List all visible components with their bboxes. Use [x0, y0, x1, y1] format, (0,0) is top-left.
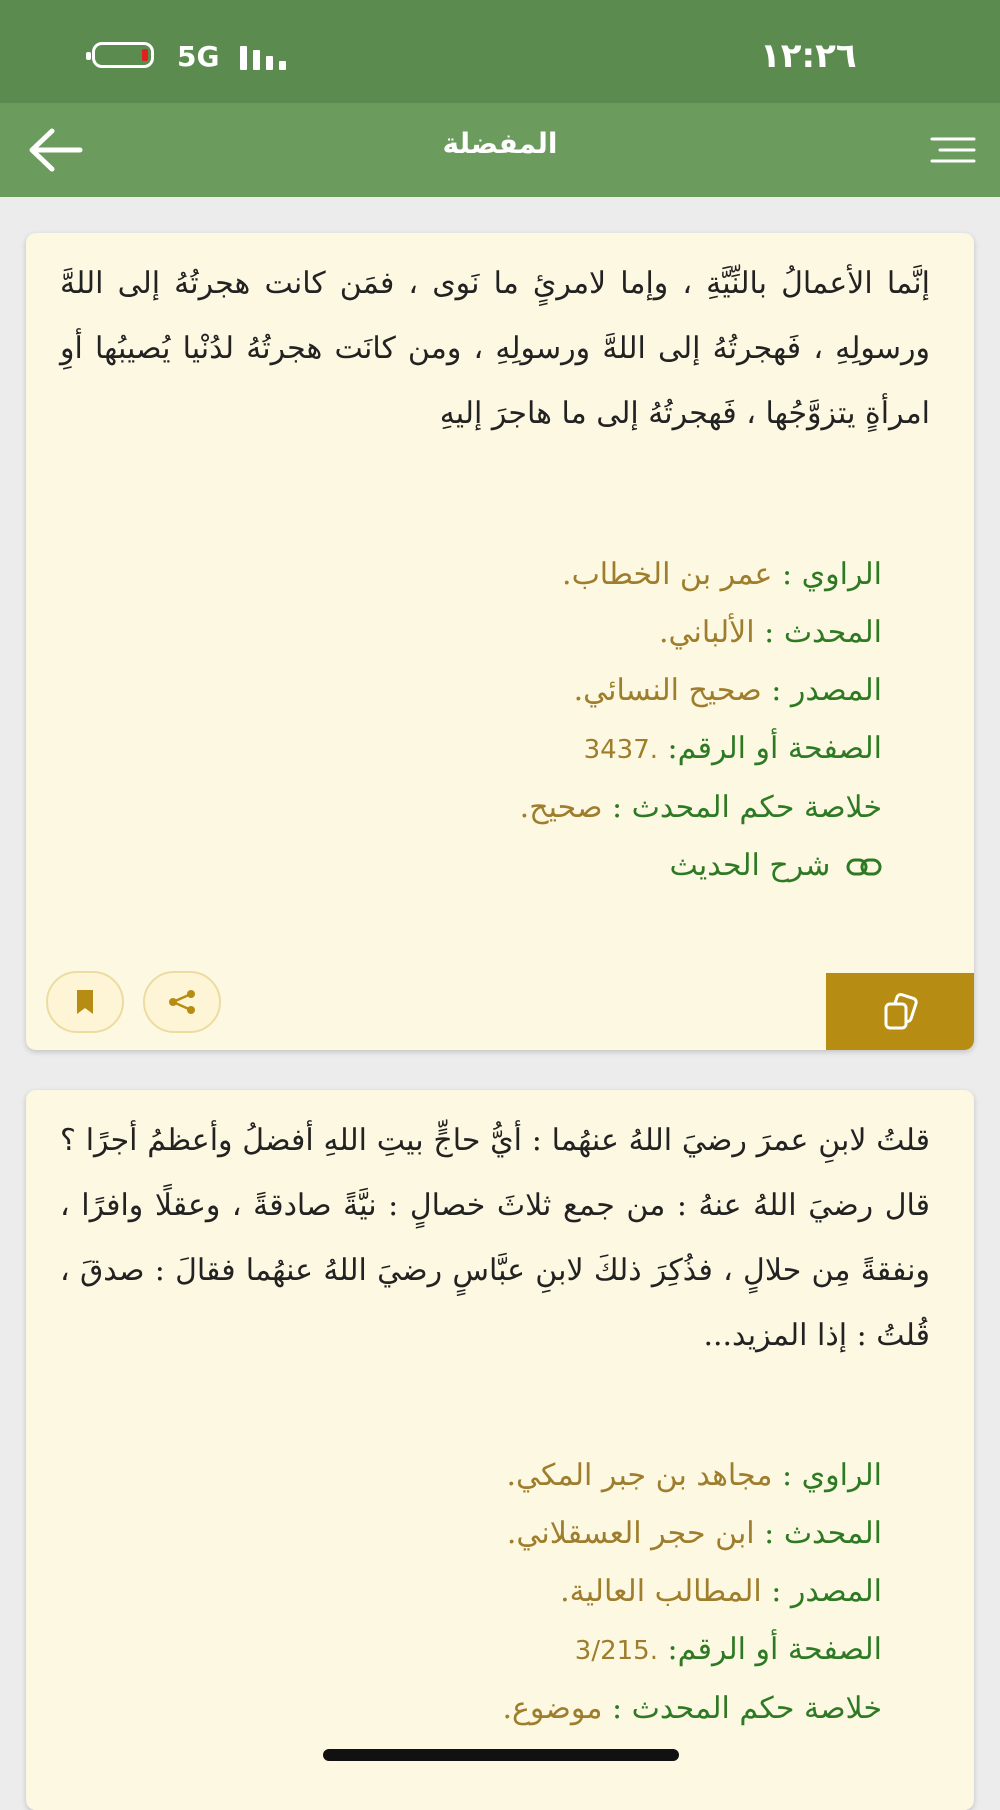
muhaddith-value: ابن حجر العسقلاني. — [506, 1516, 755, 1551]
muhaddith-row — [60, 604, 882, 662]
grade-label: خلاصة حكم المحدث : — [612, 1691, 882, 1726]
hamburger-menu-icon — [928, 129, 978, 173]
sharh-link[interactable] — [60, 837, 882, 895]
share-button[interactable] — [143, 971, 221, 1033]
hadith-details — [60, 1447, 882, 1738]
page-value: 3437. — [583, 735, 658, 765]
page-row — [60, 1621, 882, 1680]
bookmark-icon — [75, 989, 95, 1015]
narrator-row — [60, 1447, 882, 1505]
narrator-value: مجاهد بن جبر المكي. — [506, 1458, 773, 1493]
copy-icon — [881, 993, 919, 1031]
narrator-value: عمر بن الخطاب. — [562, 557, 773, 592]
hadith-text[interactable]: إنَّما الأعمالُ بالنِّيَّةِ ، وإما لامرئٍ ما نَوى ، فمَن كانت هجرتُهُ إلى اللهَّ ورسولِهِ ، فَهجرتُهُ إلى اللهَّ ورسولِهِ ، ومن كانَت هجرتُهُ لدُنْيا يُصيبُها أوِ امرأةٍ يتزوَّجُها ، فَهجرتُهُ إلى ما هاجرَ إليهِ — [60, 266, 930, 431]
muhaddith-label: المحدث : — [764, 615, 882, 650]
source-row — [60, 1563, 882, 1621]
page-label: الصفحة أو الرقم: — [667, 731, 882, 766]
copy-button[interactable] — [826, 973, 974, 1050]
grade-value: صحيح. — [519, 790, 603, 825]
page-label: الصفحة أو الرقم: — [667, 1632, 882, 1667]
narrator-label: الراوي : — [782, 557, 882, 592]
narrator-row — [60, 546, 882, 604]
grade-value: موضوع. — [502, 1691, 603, 1726]
signal-icon — [240, 44, 296, 70]
grade-label: خلاصة حكم المحدث : — [612, 790, 882, 825]
source-value: صحيح النسائي. — [573, 673, 762, 708]
hadith-card — [26, 233, 974, 1050]
hadith-details — [60, 546, 882, 895]
page-title: المفضلة — [442, 127, 558, 160]
status-time: ١٢:٢٦ — [760, 36, 857, 76]
source-label: المصدر : — [771, 1574, 882, 1609]
source-label: المصدر : — [771, 673, 882, 708]
muhaddith-row — [60, 1505, 882, 1563]
hadith-text[interactable]: قلتُ لابنِ عمرَ رضيَ اللهُ عنهُما : أيُّ حاجٍّ بيتِ اللهِ أفضلُ وأعظمُ أجرًا ؟ قال رضيَ اللهُ عنهُ : من جمع ثلاثَ خصالٍ : نيَّةً صادقةً ، وعقلًا وافرًا ، ونفقةً مِن حلالٍ ، فذُكِرَ ذلكَ لابنِ عبَّاسٍ رضيَ اللهُ عنهُما فقالَ : صدقَ ، قُلتُ : إذا المزيد... — [60, 1123, 930, 1353]
muhaddith-label: المحدث : — [764, 1516, 882, 1551]
source-value: المطالب العالية. — [560, 1574, 762, 1609]
home-indicator — [323, 1749, 679, 1761]
status-bar — [0, 0, 1000, 103]
narrator-label: الراوي : — [782, 1458, 882, 1493]
share-icon — [167, 989, 197, 1015]
app-bar — [0, 103, 1000, 197]
hadith-card — [26, 1090, 974, 1810]
grade-row — [60, 779, 882, 837]
grade-row — [60, 1680, 882, 1738]
page-value: 3/215. — [574, 1636, 658, 1666]
muhaddith-value: الألباني. — [658, 615, 755, 650]
source-row — [60, 662, 882, 720]
link-chain-icon — [846, 857, 882, 877]
battery-icon — [92, 42, 154, 68]
menu-button[interactable] — [928, 129, 978, 173]
bookmark-button[interactable] — [46, 971, 124, 1033]
network-type: 5G — [177, 40, 220, 73]
page-row — [60, 720, 882, 779]
sharh-link-label[interactable]: شرح الحديث — [669, 848, 831, 883]
